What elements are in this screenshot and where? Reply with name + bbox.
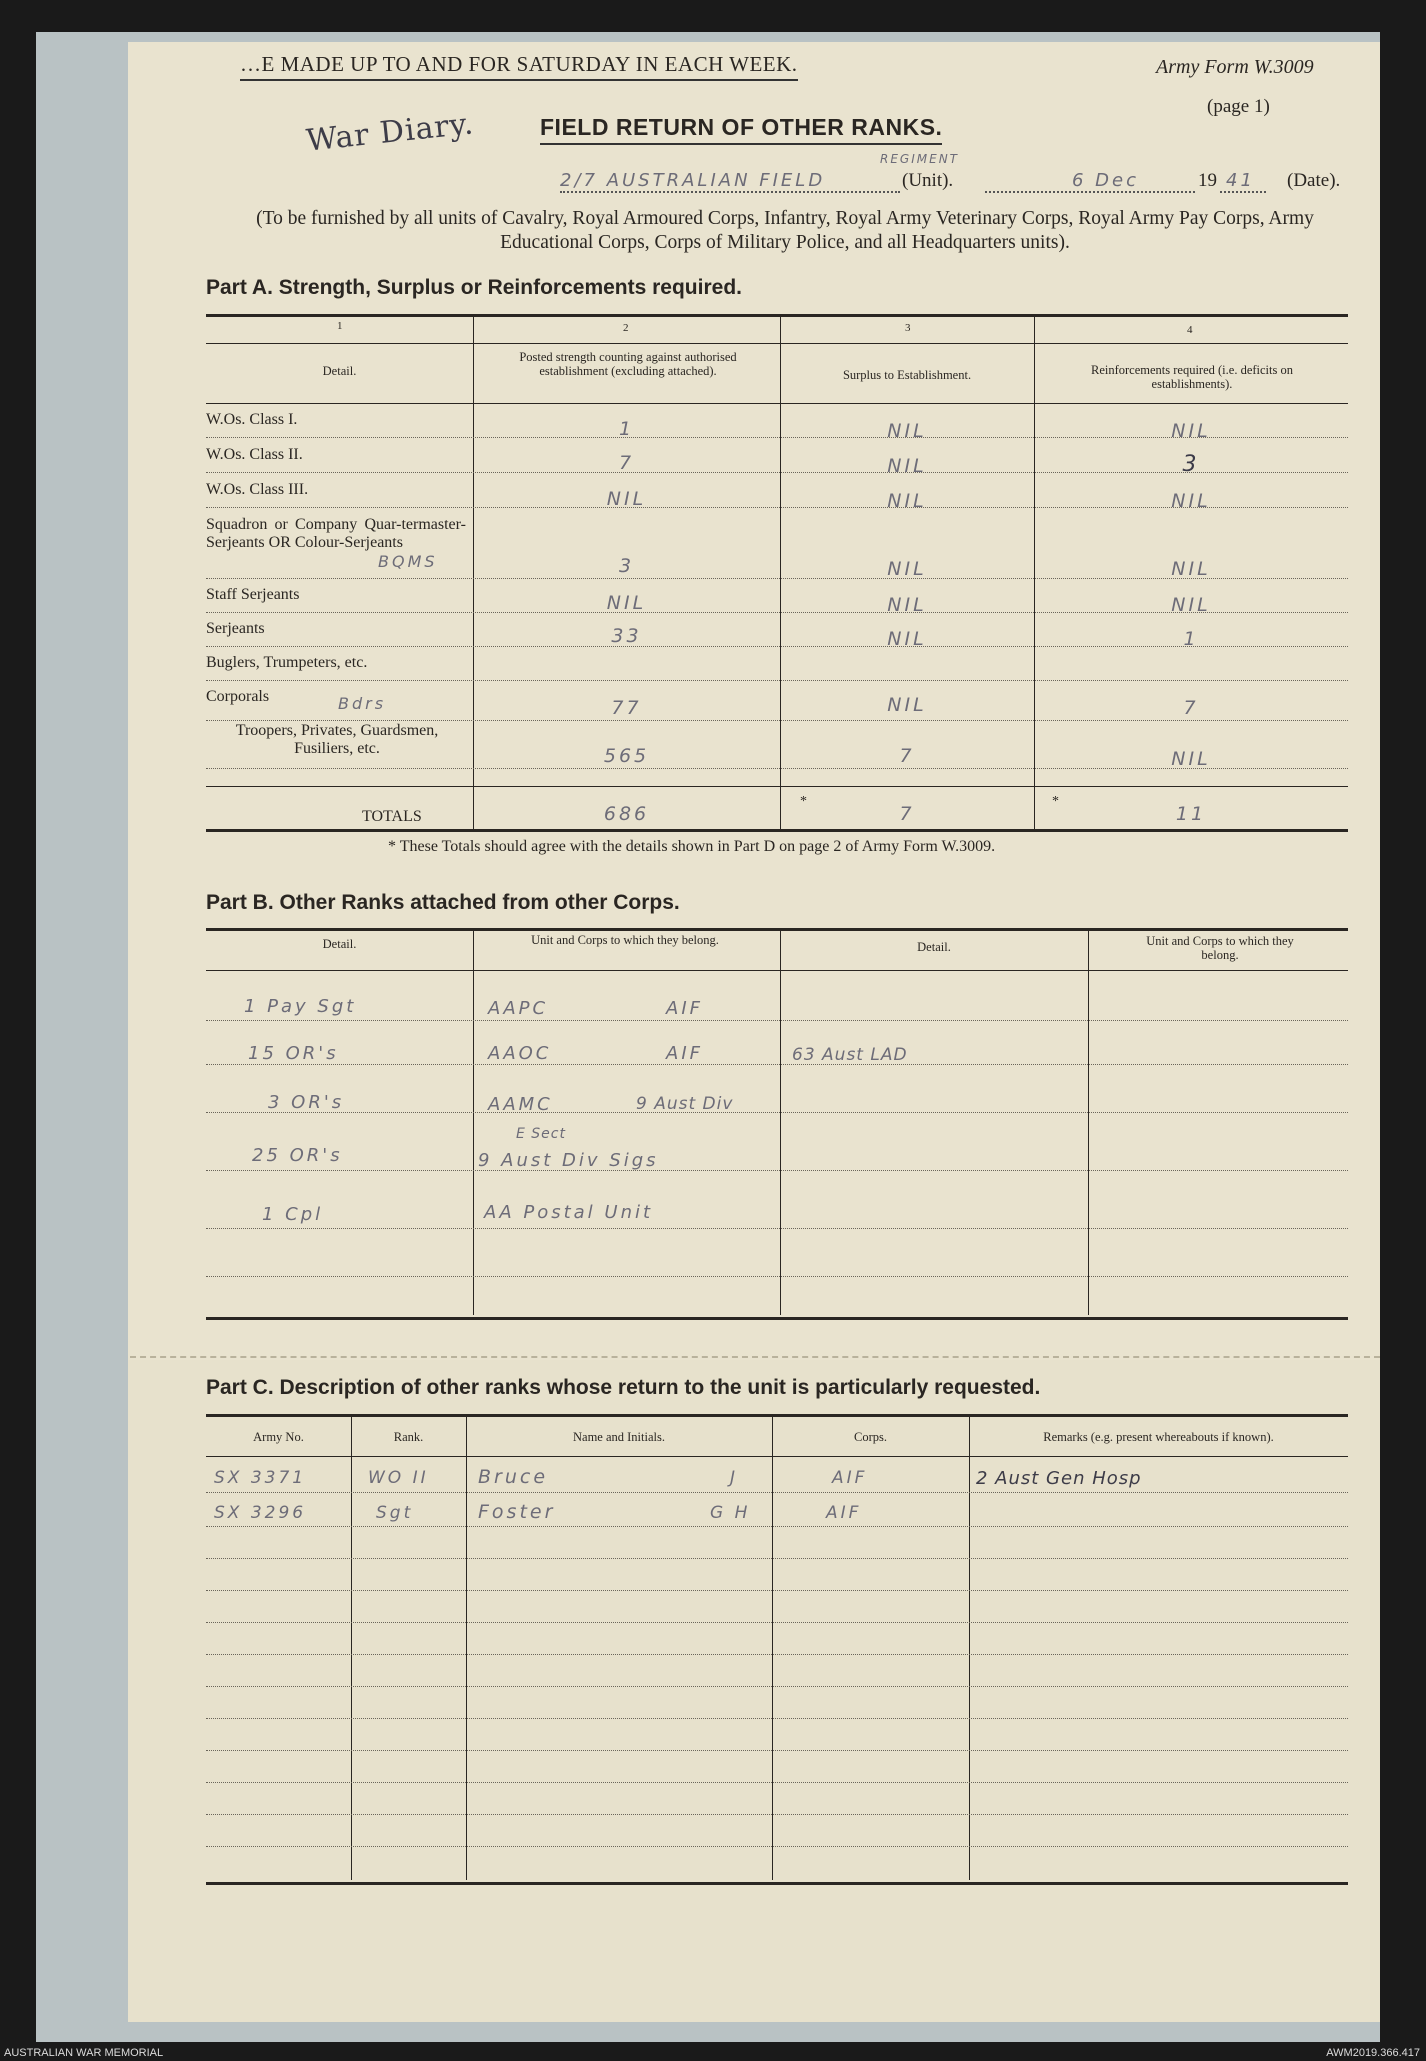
surplus-value: NIL <box>887 420 927 442</box>
part-b-detail: 3 OR's <box>268 1092 345 1113</box>
row-dotline <box>206 1558 1348 1559</box>
part-c-col-divider-4 <box>969 1414 970 1880</box>
part-b-col-unit-2: Unit and Corps to which they belong. <box>1146 934 1294 962</box>
row-dotline <box>206 1276 1348 1277</box>
handwritten-war-diary: War Diary. <box>304 106 476 159</box>
part-c-corps: AIF <box>832 1468 868 1488</box>
totals-surplus: 7 <box>899 803 915 825</box>
part-b-unit: AA Postal Unit <box>484 1202 654 1223</box>
totals-label: TOTALS <box>362 808 422 825</box>
part-b-bottom-rule <box>206 1317 1348 1320</box>
part-a-totals-rule <box>206 786 1348 787</box>
instruction-line: …E MADE UP TO AND FOR SATURDAY IN EACH WEEK. <box>240 52 798 81</box>
intro-text: (To be furnished by all units of Cavalry, Royal Armoured Corps, Infantry, Royal Army Veterinary Corps, Royal Army Pay Corps, Army Educational Corps, Corps of Military Police, and all Headquarters units). <box>256 208 1314 253</box>
part-c-heading: Part C. Description of other ranks whose return to the unit is particularly requested. <box>206 1376 1041 1399</box>
row-dotline <box>206 1064 1348 1065</box>
row-dotline <box>206 1814 1348 1815</box>
part-b-detail: 1 Cpl <box>262 1204 324 1225</box>
part-c-col-divider-2 <box>466 1414 467 1880</box>
row-label: W.Os. Class III. <box>206 481 309 498</box>
part-b-unit: AAOC <box>488 1043 552 1064</box>
part-b-unit-2: AIF <box>666 998 703 1019</box>
surplus-value: NIL <box>887 628 927 650</box>
part-c-col-army-no: Army No. <box>253 1430 304 1444</box>
surplus-value: NIL <box>887 694 927 716</box>
year-prefix: 19 <box>1198 170 1217 191</box>
part-a-footnote: * These Totals should agree with the details shown in Part D on page 2 of Army Form W.3009. <box>388 838 996 855</box>
row-label: Troopers, Privates, Guardsmen, Fusiliers, etc. <box>235 722 439 757</box>
year-dotline <box>1220 191 1266 193</box>
part-c-col-rank: Rank. <box>393 1430 424 1444</box>
posted-value: 7 <box>618 452 635 474</box>
totals-reinf: 11 <box>1175 803 1207 825</box>
part-b-unit-2: AIF <box>666 1043 703 1064</box>
part-c-col-corps: Corps. <box>854 1430 887 1444</box>
row-dotline <box>206 1112 1348 1113</box>
part-a-bottom-rule <box>206 829 1348 832</box>
posted-value: 33 <box>611 625 642 647</box>
part-a-col-surplus: Surplus to Establishment. <box>842 368 972 382</box>
part-c-initials: G H <box>710 1503 751 1523</box>
row-dotline <box>206 720 1348 721</box>
part-b-unit: 9 Aust Div Sigs <box>478 1150 659 1171</box>
unit-dotline <box>560 191 900 193</box>
fold-line <box>130 1356 1380 1358</box>
asterisk-marker: * <box>1052 794 1059 809</box>
totals-posted: 686 <box>603 803 650 825</box>
posted-value: 1 <box>618 418 635 440</box>
part-a-col-posted: Posted strength counting against authorised establishment (excluding attached). <box>519 350 737 378</box>
row-note: BQMS <box>378 552 438 571</box>
reinf-value: NIL <box>1171 748 1211 770</box>
part-c-initials: J <box>730 1468 739 1488</box>
part-b-detail: 15 OR's <box>248 1043 339 1064</box>
reinf-value: NIL <box>1171 558 1211 580</box>
part-c-army-no: SX 3296 <box>214 1503 307 1523</box>
year-value: 41 <box>1226 170 1255 191</box>
row-label: Corporals <box>206 688 270 705</box>
part-b-col-detail: Detail. <box>322 937 357 951</box>
part-c-col-divider-1 <box>351 1414 352 1880</box>
row-label: Serjeants <box>206 620 265 637</box>
row-dotline <box>206 1492 1348 1493</box>
part-a-col-detail: Detail. <box>322 364 357 378</box>
part-c-top-rule <box>206 1414 1348 1417</box>
row-dotline <box>206 1846 1348 1847</box>
part-a-col-reinforcements: Reinforcements required (i.e. deficits on establishments). <box>1090 363 1293 391</box>
posted-value: 3 <box>618 555 635 577</box>
unit-superscript: REGIMENT <box>880 152 959 166</box>
row-dotline <box>206 1686 1348 1687</box>
date-dotline <box>985 191 1195 193</box>
part-b-col-divider-2 <box>780 928 781 1315</box>
part-b-head-rule <box>206 970 1348 971</box>
part-c-rank: WO II <box>368 1468 429 1488</box>
row-dotline <box>206 1170 1348 1171</box>
posted-value: NIL <box>606 592 647 614</box>
row-label: Squadron or Company Quar-termaster-Serjeants OR Colour-Serjeants <box>206 516 466 551</box>
date-value: 6 Dec <box>1072 170 1140 191</box>
posted-value: 77 <box>611 697 642 719</box>
col-number-2: 2 <box>623 322 629 334</box>
part-a-num-rule <box>206 343 1348 344</box>
row-dotline <box>206 1590 1348 1591</box>
part-b-unit-2: E Sect <box>516 1126 566 1142</box>
part-c-bottom-rule <box>206 1882 1348 1885</box>
part-b-col-unit: Unit and Corps to which they belong. <box>531 933 719 947</box>
part-a-top-rule <box>206 314 1348 317</box>
row-dotline <box>206 1750 1348 1751</box>
row-label: W.Os. Class II. <box>206 446 303 463</box>
col-number-4: 4 <box>1187 324 1193 336</box>
surplus-value: NIL <box>887 490 927 512</box>
archive-credit: AUSTRALIAN WAR MEMORIAL <box>4 2047 164 2059</box>
part-c-name: Bruce <box>478 1466 549 1488</box>
part-b-detail-right: 63 Aust LAD <box>792 1045 908 1065</box>
row-label: Staff Serjeants <box>206 586 300 603</box>
part-c-remarks: 2 Aust Gen Hosp <box>976 1468 1142 1489</box>
row-dotline <box>206 1654 1348 1655</box>
part-b-col-detail-2: Detail. <box>917 940 951 954</box>
col-number-1: 1 <box>337 320 343 332</box>
part-a-heading: Part A. Strength, Surplus or Reinforcements required. <box>206 276 742 299</box>
part-c-col-remarks: Remarks (e.g. present whereabouts if known). <box>1043 1430 1274 1444</box>
part-b-detail: 1 Pay Sgt <box>244 996 357 1017</box>
row-dotline <box>206 1020 1348 1021</box>
row-label: W.Os. Class I. <box>206 411 298 428</box>
posted-value: 565 <box>603 745 650 767</box>
part-c-col-name: Name and Initials. <box>573 1430 665 1444</box>
part-b-detail: 25 OR's <box>252 1145 343 1166</box>
date-label: (Date). <box>1287 170 1341 191</box>
reinf-value: 3 <box>1182 452 1200 477</box>
row-dotline <box>206 1718 1348 1719</box>
row-dotline <box>206 680 1348 681</box>
part-c-name: Foster <box>478 1501 556 1523</box>
reinf-value: 1 <box>1183 628 1199 650</box>
surplus-value: NIL <box>887 558 927 580</box>
part-b-unit-2: 9 Aust Div <box>636 1094 734 1114</box>
reinf-value: NIL <box>1171 420 1211 442</box>
form-identifier: Army Form W.3009 <box>1156 56 1314 78</box>
unit-label: (Unit). <box>902 170 954 191</box>
part-a-head-rule <box>206 403 1348 404</box>
part-c-army-no: SX 3371 <box>214 1468 307 1488</box>
archive-reference: AWM2019.366.417 <box>1326 2047 1420 2059</box>
row-dotline <box>206 1622 1348 1623</box>
part-b-top-rule <box>206 928 1348 931</box>
row-dotline <box>206 1526 1348 1527</box>
surplus-value: 7 <box>899 745 915 767</box>
surplus-value: NIL <box>887 455 927 477</box>
asterisk-marker: * <box>800 794 807 809</box>
row-dotline <box>206 1228 1348 1229</box>
form-title: FIELD RETURN OF OTHER RANKS. <box>540 114 942 145</box>
part-c-head-rule <box>206 1456 1348 1457</box>
posted-value: NIL <box>606 488 647 510</box>
reinf-value: NIL <box>1171 594 1211 616</box>
row-note: Bdrs <box>338 694 387 713</box>
part-c-corps: AIF <box>826 1503 862 1523</box>
part-b-unit: AAMC <box>488 1094 553 1115</box>
part-b-unit: AAPC <box>488 998 549 1019</box>
page-label: (page 1) <box>1207 96 1270 117</box>
part-b-col-divider-3 <box>1088 928 1089 1315</box>
reinf-value: 7 <box>1183 697 1199 719</box>
part-b-heading: Part B. Other Ranks attached from other Corps. <box>206 891 680 914</box>
col-number-3: 3 <box>905 322 911 334</box>
surplus-value: NIL <box>887 594 927 616</box>
part-c-rank: Sgt <box>376 1503 414 1523</box>
row-dotline <box>206 1782 1348 1783</box>
row-label: Buglers, Trumpeters, etc. <box>206 654 368 671</box>
unit-value: 2/7 AUSTRALIAN FIELD <box>560 170 826 191</box>
part-c-col-divider-3 <box>772 1414 773 1880</box>
part-b-col-divider-1 <box>473 928 474 1315</box>
reinf-value: NIL <box>1171 490 1211 512</box>
